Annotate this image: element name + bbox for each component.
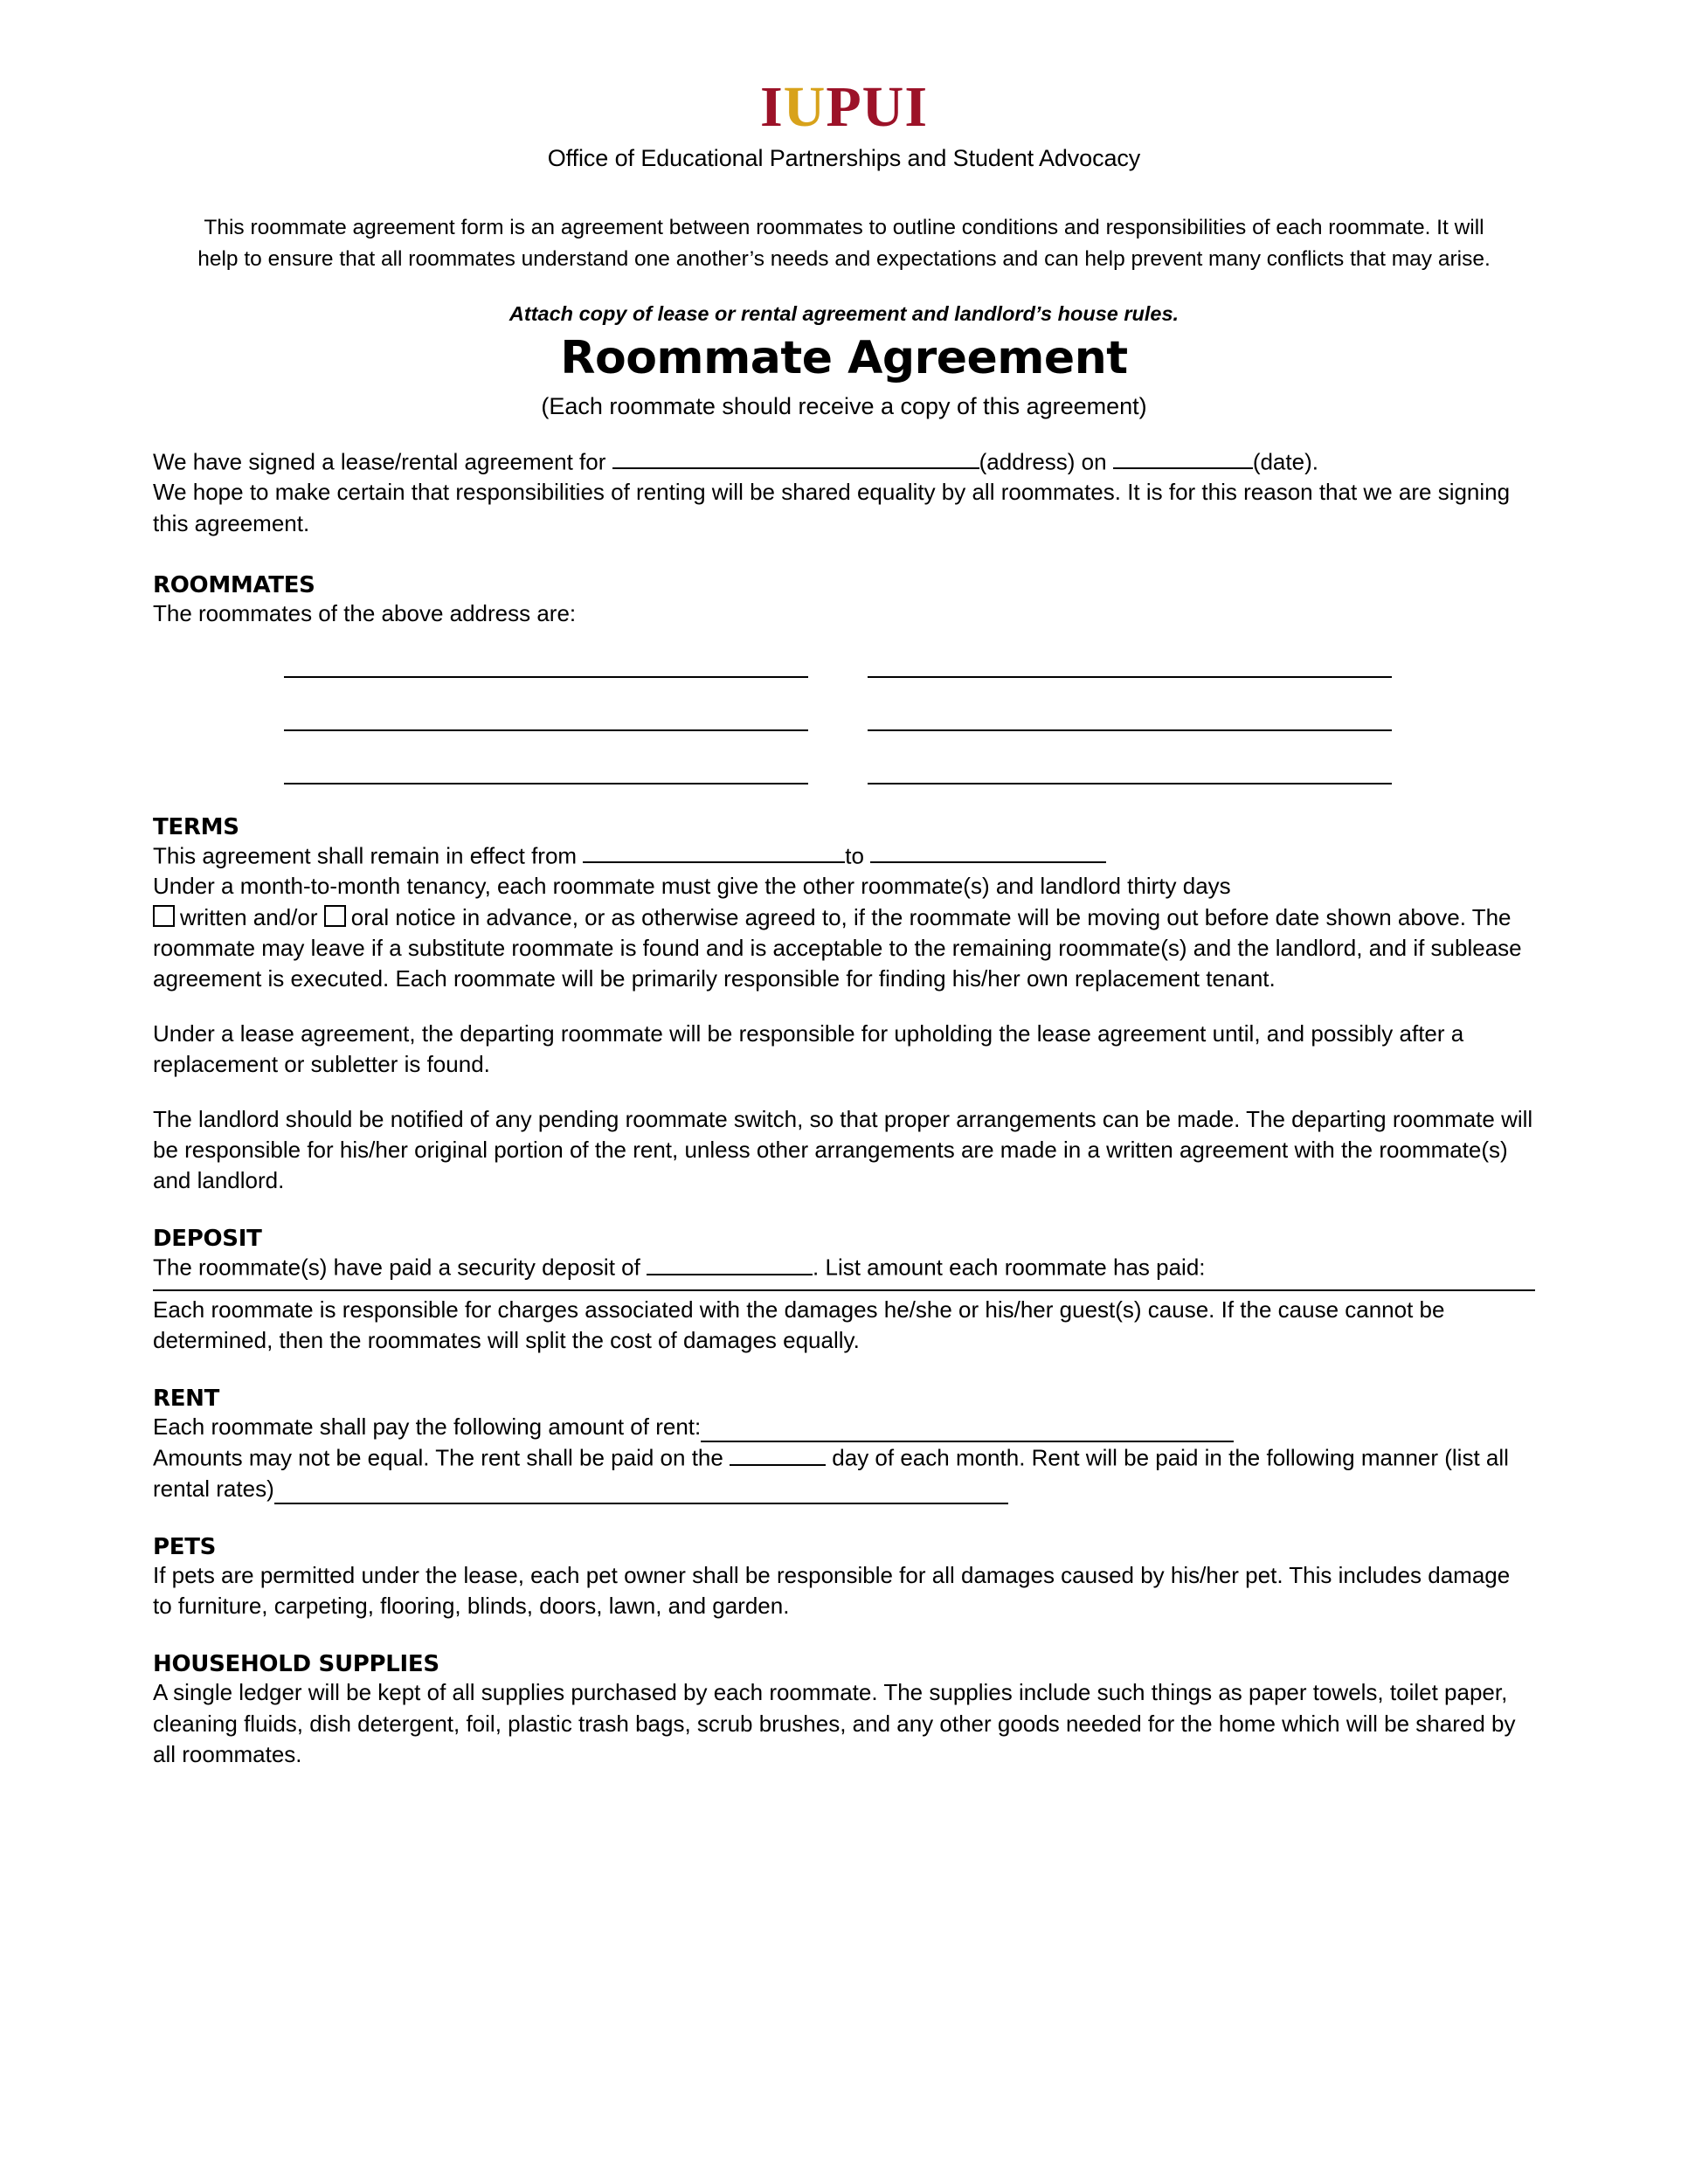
- roommate-name-lines: [284, 652, 1535, 784]
- rent-due-part2: day of each month. Rent will be paid in the following manner (list all rental rates): [153, 1445, 1509, 1503]
- terms-paragraph-3: The landlord should be notified of any pending roommate switch, so that proper arrangements can be made. The departing roommate will be responsible for his/her original portion of the rent, unless other arrangements are made in a written agreement with the roommate(s) and landlord.: [153, 1106, 1533, 1194]
- deposit-part2: . List amount each roommate has paid:: [813, 1254, 1206, 1281]
- roommates-text: The roommates of the above address are:: [153, 599, 577, 626]
- household-supplies-paragraph: A single ledger will be kept of all supplies purchased by each roommate. The supplies include such things as paper towels, toilet paper, cleaning fluids, dish detergent, foil, plastic trash bags, scrub brushes, and any other goods needed for the home which will be shared by all roommates.: [153, 1679, 1516, 1767]
- checkbox-oral-label: oral notice in advance, or as otherwise agreed to, if the roommate will be moving out before date shown above. The roommate may leave if a substitute roommate is found and is acceptable to the remaining roommate(s) and the landlord, and if sublease agreement is executed. Each roommate will be primarily responsible for finding his/her own replacement tenant.: [153, 903, 1522, 992]
- logo-text: IUPUI: [759, 75, 929, 139]
- page-title: Roommate Agreement: [560, 332, 1128, 385]
- terms-effect-part2: to: [845, 842, 871, 869]
- checkbox-oral-notice[interactable]: [324, 905, 346, 927]
- rent-due-part1: Amounts may not be equal. The rent shall be paid on the: [153, 1445, 730, 1472]
- deposit-paragraph: Each roommate is responsible for charges associated with the damages he/she or his/her guest(s) cause. If the cause cannot be determined, then the roommates will split the cost of damages equally.: [153, 1296, 1445, 1354]
- section-heading-deposit: DEPOSIT: [153, 1226, 262, 1253]
- deposit-amounts-blank[interactable]: [153, 1289, 1535, 1291]
- roommate-name-blank[interactable]: [868, 758, 1392, 784]
- term-end-blank[interactable]: [870, 840, 1106, 864]
- checkbox-written-label: written and/or: [180, 903, 318, 930]
- section-heading-rent: RENT: [153, 1386, 220, 1413]
- checkbox-written-notice[interactable]: [153, 905, 175, 927]
- office-name: Office of Educational Partnerships and Student Advocacy: [547, 145, 1141, 171]
- roommate-name-blank[interactable]: [868, 705, 1392, 731]
- rent-manner-blank[interactable]: [274, 1482, 1008, 1505]
- lease-statement-line2: We hope to make certain that responsibilities of renting will be shared equality by all roommates. It is for this reason that we are signing this agreement.: [153, 479, 1511, 536]
- deposit-amount-blank[interactable]: [647, 1252, 813, 1275]
- terms-notice-line: Under a month-to-month tenancy, each roommate must give the other roommate(s) and landlord thirty days: [153, 873, 1231, 900]
- terms-effect-part1: This agreement shall remain in effect from: [153, 842, 584, 869]
- pets-paragraph: If pets are permitted under the lease, each pet owner shall be responsible for all damages caused by his/her pet. This includes damage to furniture, carpeting, flooring, blinds, doors, lawn, and garden.: [153, 1562, 1511, 1620]
- page-subtitle: (Each roommate should receive a copy of this agreement): [541, 392, 1147, 419]
- roommate-name-blank[interactable]: [284, 705, 808, 731]
- terms-notice-options: [153, 902, 1535, 994]
- terms-paragraph-2: Under a lease agreement, the departing roommate will be responsible for upholding the lease agreement until, and possibly after a replacement or subletter is found.: [153, 1019, 1464, 1077]
- section-heading-pets: PETS: [153, 1534, 217, 1561]
- rent-amount-label: Each roommate shall pay the following amount of rent:: [153, 1413, 702, 1441]
- deposit-line: [153, 1252, 1535, 1283]
- rent-day-blank[interactable]: [730, 1442, 826, 1466]
- deposit-part1: The roommate(s) have paid a security deposit of: [153, 1254, 647, 1281]
- rent-due-line: [153, 1442, 1535, 1504]
- date-blank[interactable]: [1113, 446, 1253, 470]
- attach-note: Attach copy of lease or rental agreement and landlord’s house rules.: [508, 302, 1180, 326]
- lease-statement-part1: We have signed a lease/rental agreement for: [153, 448, 612, 475]
- intro-paragraph: This roommate agreement form is an agreement between roommates to outline conditions and responsibilities of each roommate. It will help to ensure that all roommates understand one another’s needs and expectations and can help prevent many conflicts that may arise.: [197, 216, 1491, 271]
- roommate-name-blank[interactable]: [284, 758, 808, 784]
- roommate-name-blank[interactable]: [868, 652, 1392, 678]
- section-heading-roommates: ROOMMATES: [153, 571, 315, 598]
- lease-statement-part2: (address) on: [979, 448, 1113, 475]
- term-start-blank[interactable]: [583, 840, 845, 864]
- lease-statement: [153, 446, 1535, 478]
- iupui-logo: [153, 75, 1535, 139]
- roommate-name-blank[interactable]: [284, 652, 808, 678]
- section-heading-terms: TERMS: [153, 813, 239, 840]
- terms-effect-line: [153, 840, 1535, 872]
- lease-statement-part3: (date).: [1252, 448, 1318, 475]
- address-blank[interactable]: [612, 446, 979, 470]
- rent-amount-line: [153, 1412, 1535, 1442]
- section-heading-household-supplies: HOUSEHOLD SUPPLIES: [153, 1651, 439, 1678]
- rent-amount-blank[interactable]: [701, 1420, 1234, 1443]
